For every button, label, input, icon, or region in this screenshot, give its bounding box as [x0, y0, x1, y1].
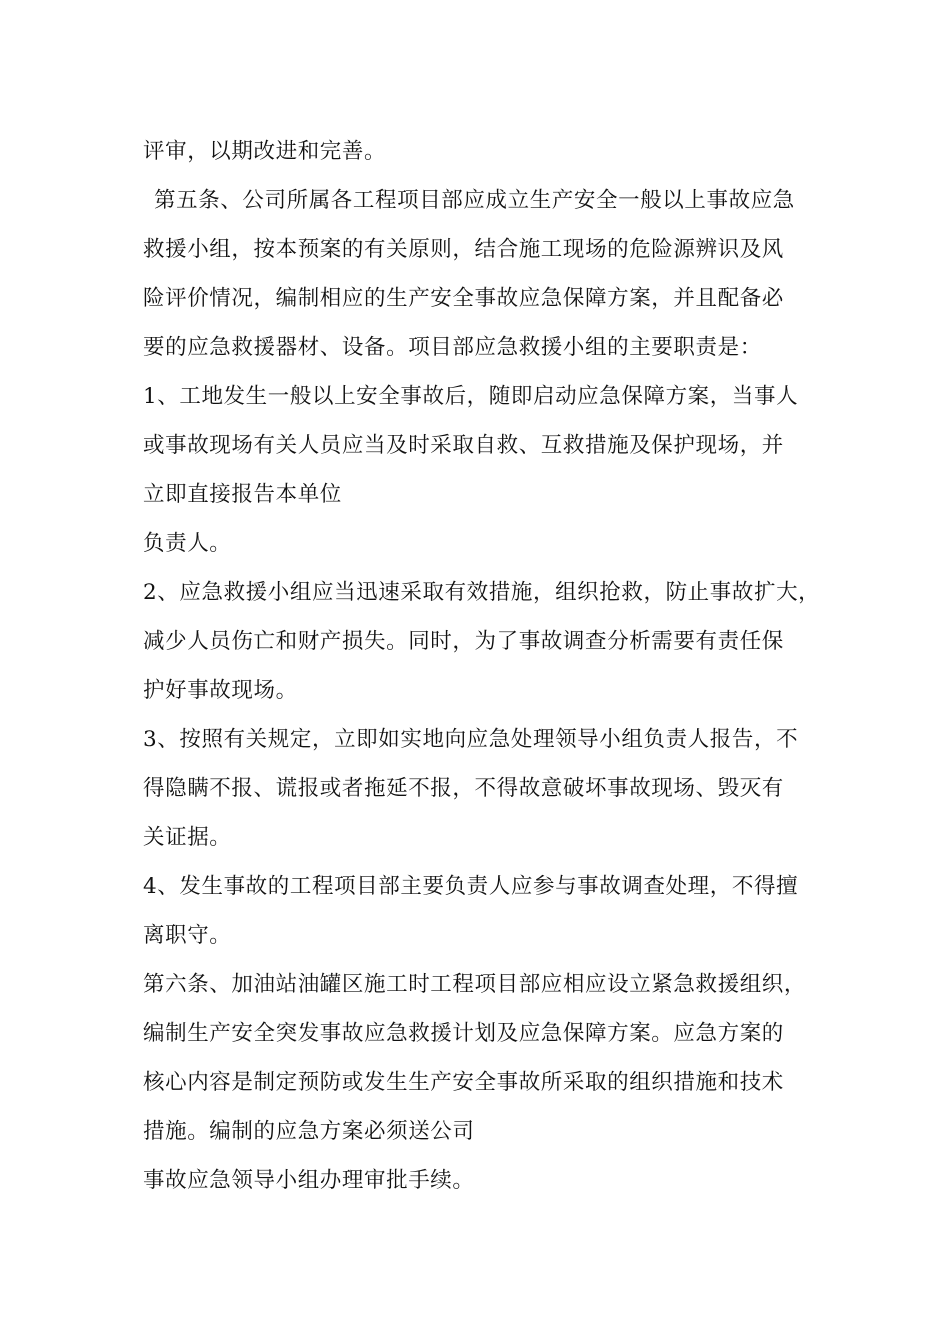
- text-line: 核心内容是制定预防或发生生产安全事故所采取的组织措施和技术: [143, 1070, 784, 1095]
- document-body: [143, 127, 843, 1205]
- text-line: 要的应急救援器材、设备。项目部应急救援小组的主要职责是：: [143, 335, 762, 360]
- text-line: 离职守。: [143, 923, 232, 948]
- text-line: 救援小组，按本预案的有关原则，结合施工现场的危险源辨识及风: [143, 237, 784, 262]
- text-line: 关证据。: [143, 825, 232, 850]
- text-line: 负责人。: [143, 531, 232, 556]
- text-line: 事故应急领导小组办理审批手续。: [143, 1168, 475, 1193]
- text-line: 评审，以期改进和完善。: [143, 139, 387, 164]
- text-line: 第五条、公司所属各工程项目部应成立生产安全一般以上事故应急: [154, 188, 795, 213]
- text-line: 第六条、加油站油罐区施工时工程项目部应相应设立紧急救援组织，: [143, 972, 807, 997]
- text-line: 措施。编制的应急方案必须送公司: [143, 1119, 475, 1144]
- text-line: 4、发生事故的工程项目部主要负责人应参与事故调查处理，不得擅: [143, 874, 799, 899]
- text-line: 3、按照有关规定，立即如实地向应急处理领导小组负责人报告，不: [143, 727, 799, 752]
- text-line: 减少人员伤亡和财产损失。同时，为了事故调查分析需要有责任保: [143, 629, 784, 654]
- text-line: 得隐瞒不报、谎报或者拖延不报，不得故意破坏事故现场、毁灭有: [143, 776, 784, 801]
- text-line: 护好事故现场。: [143, 678, 298, 703]
- text-line: 编制生产安全突发事故应急救援计划及应急保障方案。应急方案的: [143, 1021, 784, 1046]
- text-line: 1、工地发生一般以上安全事故后，随即启动应急保障方案，当事人: [143, 384, 799, 409]
- text-line: 险评价情况，编制相应的生产安全事故应急保障方案，并且配备必: [143, 286, 784, 311]
- text-line: 或事故现场有关人员应当及时采取自救、互救措施及保护现场，并: [143, 433, 784, 458]
- text-line: 立即直接报告本单位: [143, 482, 342, 507]
- text-line: 2、应急救援小组应当迅速采取有效措施，组织抢救，防止事故扩大，: [143, 580, 821, 605]
